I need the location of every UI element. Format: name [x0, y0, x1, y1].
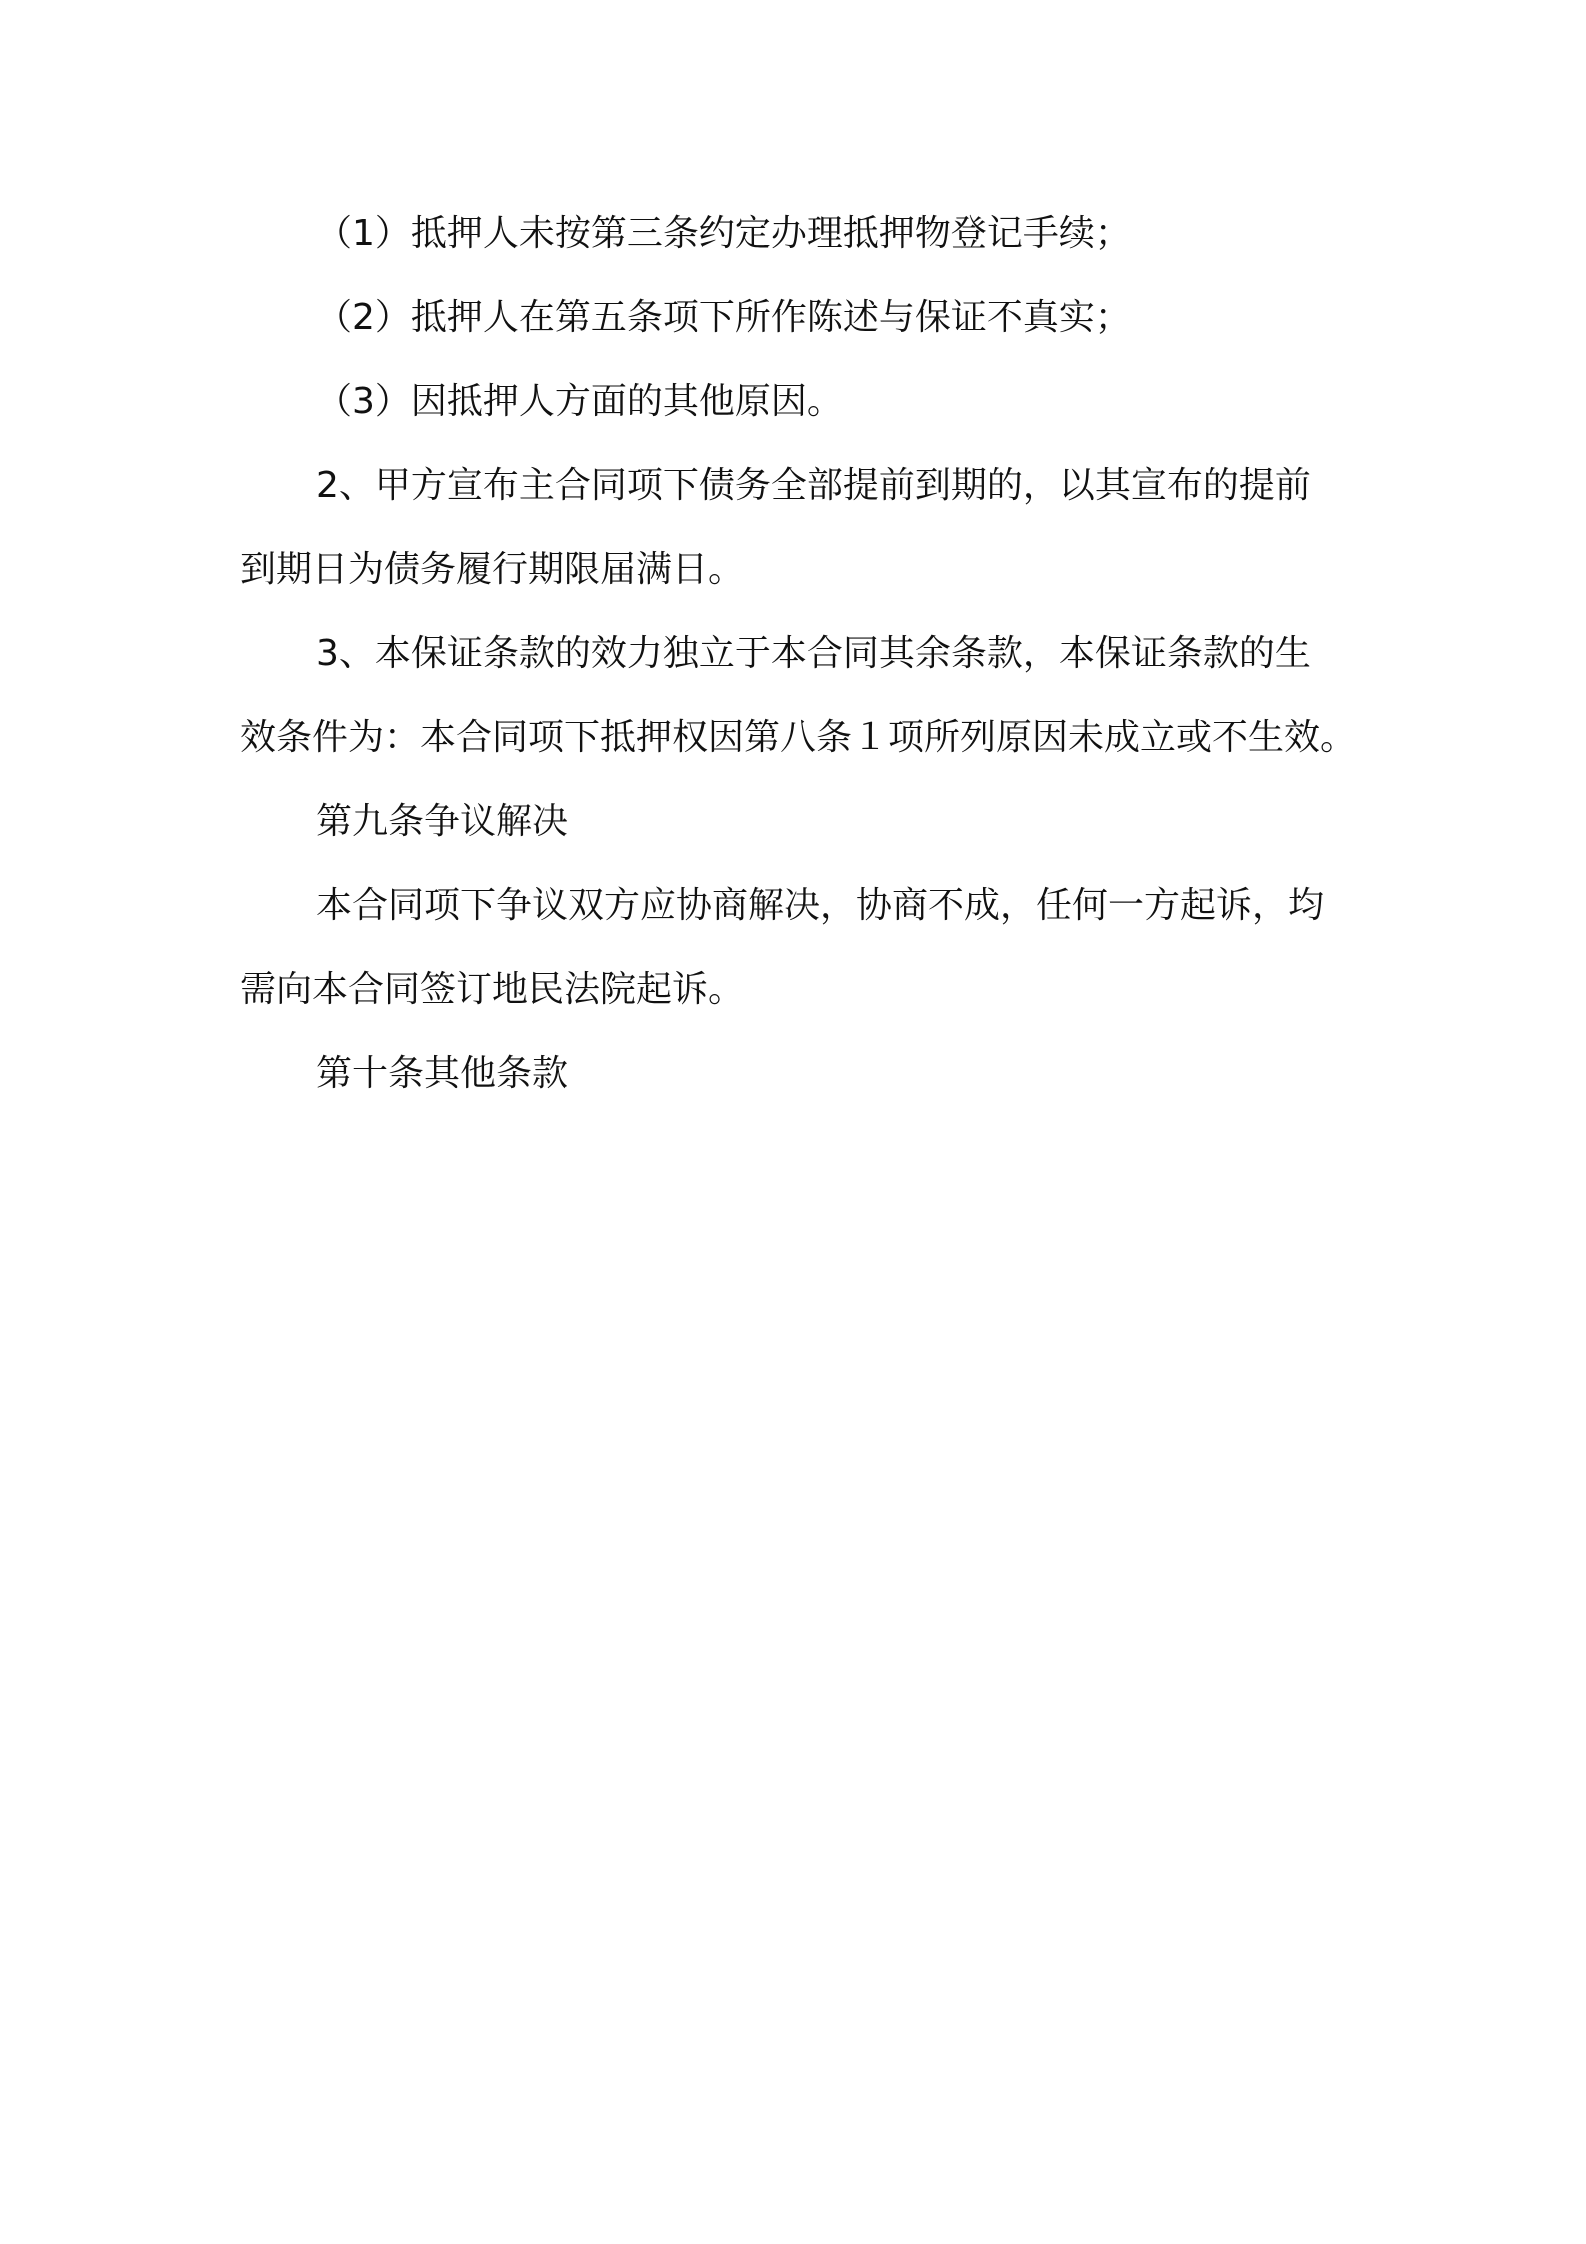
clause-2-line-2: 到期日为债务履行期限届满日。	[240, 549, 745, 590]
article-9-line-1: 本合同项下争议双方应协商解决，协商不成，任何一方起诉，均	[316, 885, 1325, 926]
section-heading-article-9: 第九条争议解决	[316, 801, 569, 842]
section-heading-article-10: 第十条其他条款	[316, 1053, 569, 1094]
list-item-2: （2）抵押人在第五条项下所作陈述与保证不真实；	[316, 297, 1131, 338]
article-9-line-2: 需向本合同签订地民法院起诉。	[240, 969, 745, 1010]
document-body	[240, 192, 1360, 1116]
clause-3-line-1: 3、本保证条款的效力独立于本合同其余条款，本保证条款的生	[316, 633, 1311, 674]
clause-2-line-1: 2、甲方宣布主合同项下债务全部提前到期的，以其宣布的提前	[316, 465, 1311, 506]
clause-3-line-2: 效条件为：本合同项下抵押权因第八条１项所列原因未成立或不生效。	[240, 717, 1357, 758]
list-item-3: （3）因抵押人方面的其他原因。	[316, 381, 843, 422]
list-item-1: （1）抵押人未按第三条约定办理抵押物登记手续；	[316, 213, 1131, 254]
